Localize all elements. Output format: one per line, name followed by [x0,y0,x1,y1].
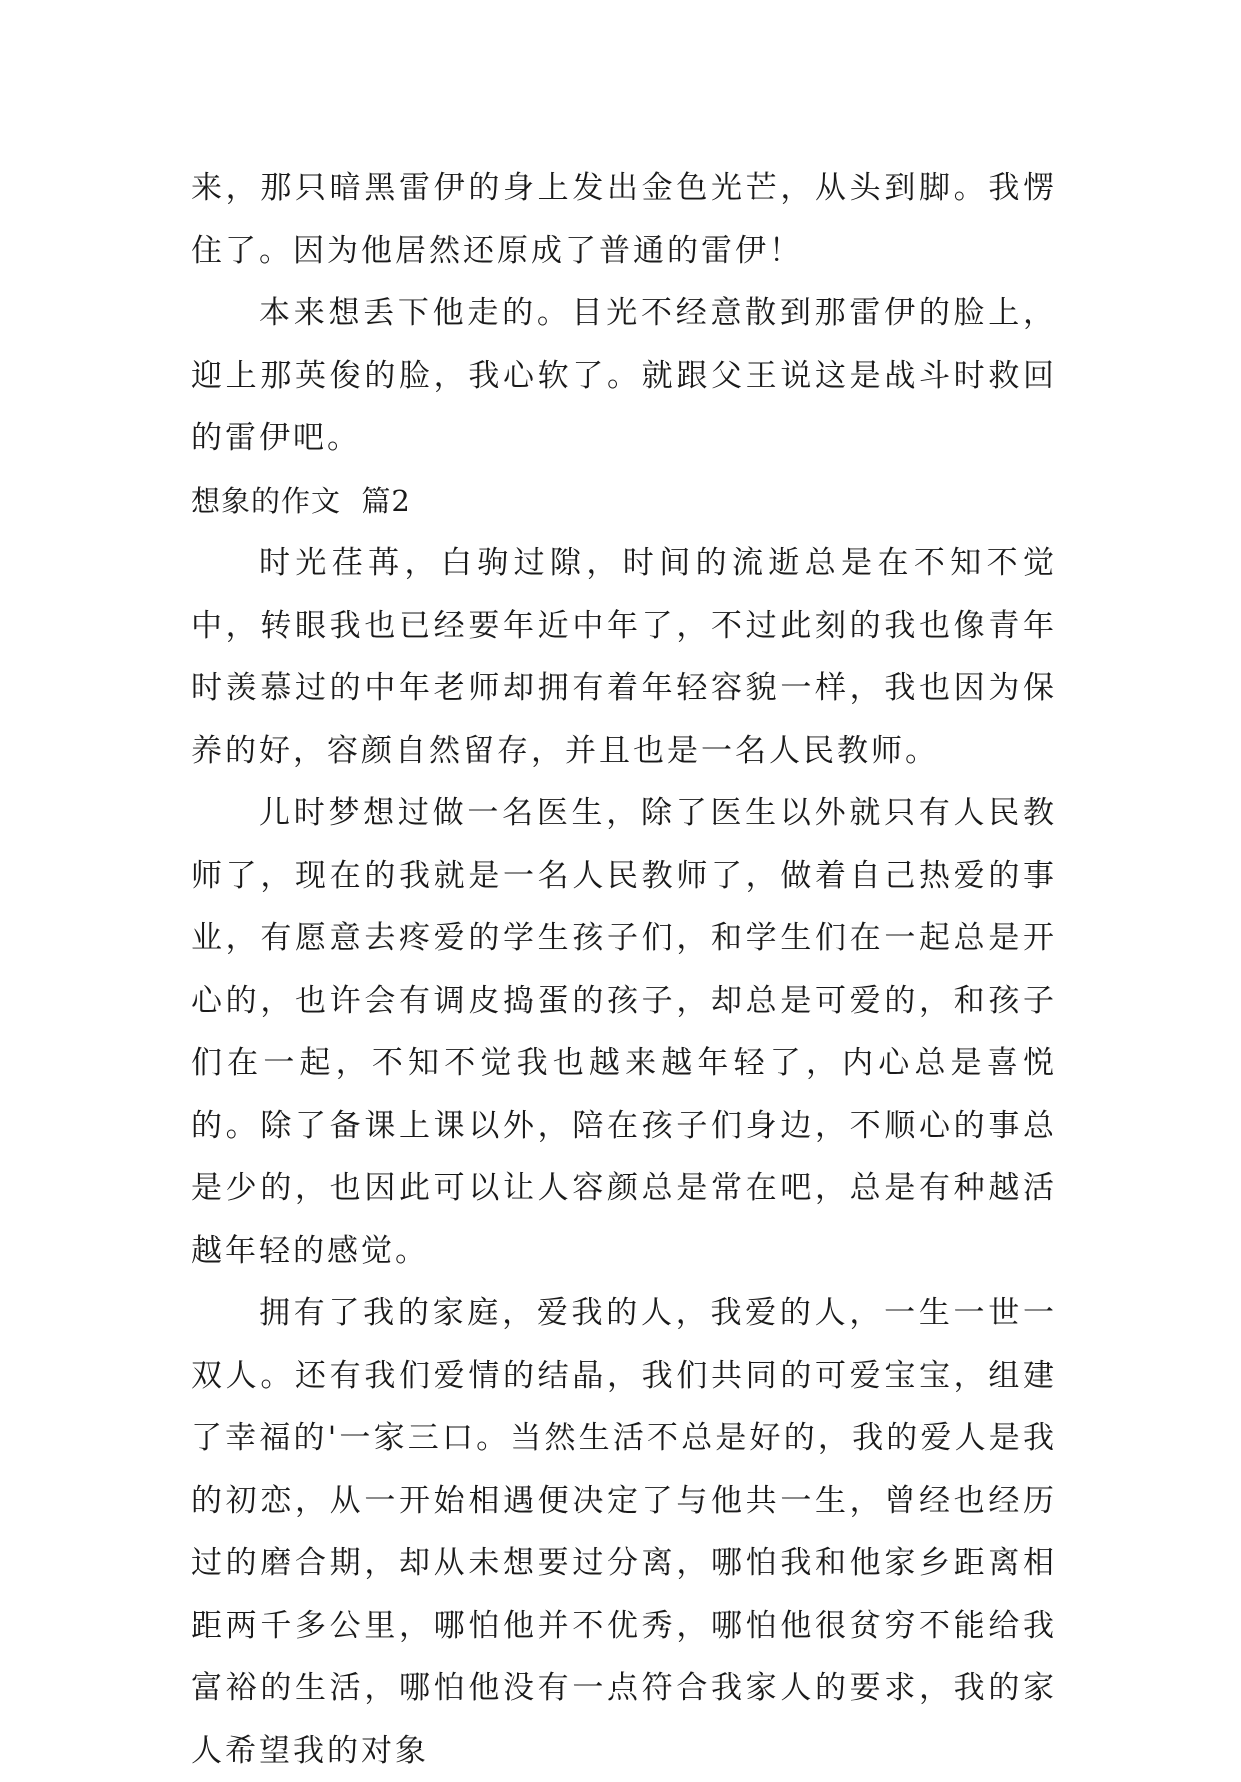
document-body [191,157,1057,1782]
paragraph: 时光荏苒，白驹过隙，时间的流逝总是在不知不觉中，转眼我也已经要年近中年了，不过此刻的我也像青年时羡慕过的中年老师却拥有着年轻容貌一样，我也因为保养的好，容颜自然留存，并且也是一名人民教师。 [191,545,1057,769]
paragraph: 本来想丢下他走的。目光不经意散到那雷伊的脸上，迎上那英俊的脸，我心软了。就跟父王说这是战斗时救回的雷伊吧。 [191,295,1057,456]
paragraph: 拥有了我的家庭，爱我的人，我爱的人，一生一世一双人。还有我们爱情的结晶，我们共同的可爱宝宝，组建了幸福的'一家三口。当然生活不总是好的，我的爱人是我的初恋，从一开始相遇便决定了与他共一生，曾经也经历过的磨合期，却从未想要过分离，哪怕我和他家乡距离相距两千多公里，哪怕他并不优秀，哪怕他很贫穷不能给我富裕的生活，哪怕他没有一点符合我家人的要求，我的家人希望我的对象 [191,1295,1057,1769]
paragraph: 儿时梦想过做一名医生，除了医生以外就只有人民教师了，现在的我就是一名人民教师了，做着自己热爱的事业，有愿意去疼爱的学生孩子们，和学生们在一起总是开心的，也许会有调皮捣蛋的孩子，却总是可爱的，和孩子们在一起，不知不觉我也越来越年轻了，内心总是喜悦的。除了备课上课以外，陪在孩子们身边，不顺心的事总是少的，也因此可以让人容颜总是常在吧，总是有种越活越年轻的感觉。 [191,795,1057,1269]
paragraph-continued: 来，那只暗黑雷伊的身上发出金色光芒，从头到脚。我愣住了。因为他居然还原成了普通的雷伊！ [191,170,1057,269]
section-heading: 想象的作文 篇2 [191,483,411,518]
